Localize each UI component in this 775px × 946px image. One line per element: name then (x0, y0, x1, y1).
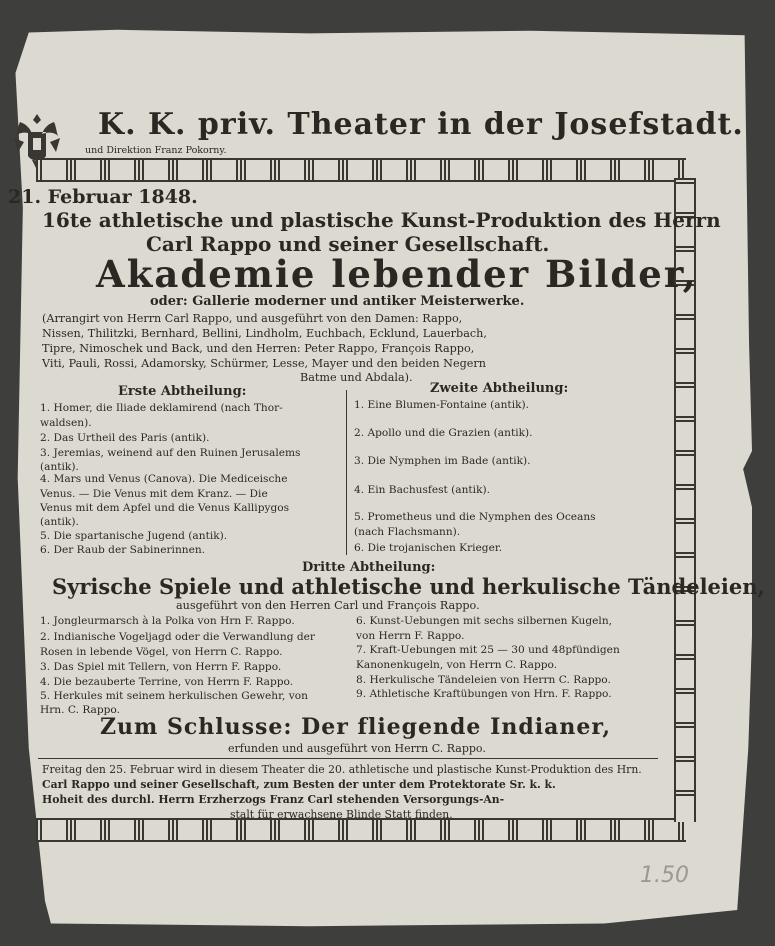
part3-left-line: 3. Das Spiel mit Tellern, von Herrn F. Rappo. (40, 661, 282, 673)
part3-left-line: Rosen in lebende Vögel, von Herrn C. Rappo. (40, 646, 283, 658)
part3-right-line: 9. Athletische Kraftübungen von Hrn. F. Rappo. (356, 688, 612, 700)
finale-byline: erfunden und ausgeführt von Herrn C. Rappo. (228, 742, 486, 755)
column-divider (346, 390, 347, 555)
part3-right-line: Kanonenkugeln, von Herrn C. Rappo. (356, 659, 558, 671)
part3-title: Syrische Spiele und athletische und herkulische Tändeleien, (52, 574, 765, 599)
finale-title: Zum Schlusse: Der fliegende Indianer, (100, 714, 612, 740)
credits-line: Viti, Pauli, Rossi, Adamorsky, Schürmer, Lesse, Mayer und den beiden Negern (42, 357, 486, 370)
part1-line: 3. Jeremias, weinend auf den Ruinen Jerusalems (40, 447, 301, 459)
notice-line: stalt für erwachsene Blinde Statt finden. (230, 808, 453, 821)
part3-byline: ausgeführt von den Herren Carl und François Rappo. (176, 599, 480, 612)
program-line-1: 16te athletische und plastische Kunst-Produktion des Herrn (42, 208, 721, 232)
program-line-2: Carl Rappo und seiner Gesellschaft. (146, 232, 550, 256)
part2-item: 1. Eine Blumen-Fontaine (antik). (354, 399, 529, 411)
part3-right-line: 7. Kraft-Uebungen mit 25 — 30 und 48pfündigen (356, 644, 620, 656)
part2-item: 4. Ein Bachusfest (antik). (354, 484, 490, 496)
part3-left-line: 1. Jongleurmarsch à la Polka von Hrn F. Rappo. (40, 615, 295, 627)
performance-date: 21. Februar 1848. (8, 186, 198, 208)
part1-line: (antik). (40, 516, 79, 528)
part3-right-line: von Herrn F. Rappo. (356, 630, 465, 642)
part3-right-line: 6. Kunst-Uebungen mit sechs silbernen Kugeln, (356, 615, 613, 627)
frame-top-border (36, 158, 686, 182)
direction-line: und Direktion Franz Pokorny. (85, 145, 227, 156)
program-subtitle: oder: Gallerie moderner und antiker Meisterwerke. (150, 294, 525, 309)
credits-line: Batme und Abdala). (300, 371, 413, 384)
part1-heading: Erste Abtheilung: (118, 384, 247, 399)
part1-line: (antik). (40, 461, 79, 473)
part3-left-line: Hrn. C. Rappo. (40, 704, 120, 716)
part2-item: 5. Prometheus und die Nymphen des Oceans (354, 511, 596, 523)
part1-line: 2. Das Urtheil des Paris (antik). (40, 432, 210, 444)
part3-left-line: 5. Herkules mit seinem herkulischen Gewehr, von (40, 690, 308, 702)
part2-item: 3. Die Nymphen im Bade (antik). (354, 455, 531, 467)
part1-line: 5. Die spartanische Jugend (antik). (40, 530, 228, 542)
notice-line: Freitag den 25. Februar wird in diesem Theater die 20. athletische und plastische Kunst-Produktion des Hrn. (42, 763, 642, 776)
pencil-annotation: 1.50 (640, 863, 689, 888)
frame-bottom-border (36, 818, 686, 842)
part2-item: (nach Flachsmann). (354, 526, 461, 538)
part2-heading: Zweite Abtheilung: (430, 381, 569, 396)
part1-line: 1. Homer, die Iliade deklamirend (nach Thor- (40, 402, 283, 414)
notice-line: Hoheit des durchl. Herrn Erzherzogs Franz Carl stehenden Versorgungs-An- (42, 793, 505, 806)
program-title: Akademie lebender Bilder, (96, 252, 698, 296)
part1-line: Venus mit dem Apfel und die Venus Kallipygos (40, 502, 290, 514)
credits-line: (Arrangirt von Herrn Carl Rappo, und ausgeführt von den Damen: Rappo, (42, 312, 463, 325)
part2-item: 2. Apollo und die Grazien (antik). (354, 427, 533, 439)
part1-line: 6. Der Raub der Sabinerinnen. (40, 544, 206, 556)
notice-line: Carl Rappo und seiner Gesellschaft, zum Besten der unter dem Protektorate Sr. k. k. (42, 778, 556, 791)
theatre-title: K. K. priv. Theater in der Josefstadt. (98, 107, 744, 142)
part3-heading: Dritte Abtheilung: (302, 560, 436, 575)
credits-line: Tipre, Nimoschek und Back, und den Herren: Peter Rappo, François Rappo, (42, 342, 475, 355)
part1-line: 4. Mars und Venus (Canova). Die Mediceische (40, 473, 288, 485)
part1-line: waldsen). (40, 417, 92, 429)
credits-line: Nissen, Thilitzki, Bernhard, Bellini, Lindholm, Euchbach, Ecklund, Lauerbach, (42, 327, 487, 340)
part3-left-line: 4. Die bezauberte Terrine, von Herrn F. Rappo. (40, 676, 294, 688)
part2-item: 6. Die trojanischen Krieger. (354, 542, 503, 554)
part1-line: Venus. — Die Venus mit dem Kranz. — Die (40, 488, 268, 500)
notice-divider (38, 758, 658, 759)
part3-right-line: 8. Herkulische Tändeleien von Herrn C. Rappo. (356, 674, 611, 686)
part3-left-line: 2. Indianische Vogeljagd oder die Verwandlung der (40, 631, 315, 643)
